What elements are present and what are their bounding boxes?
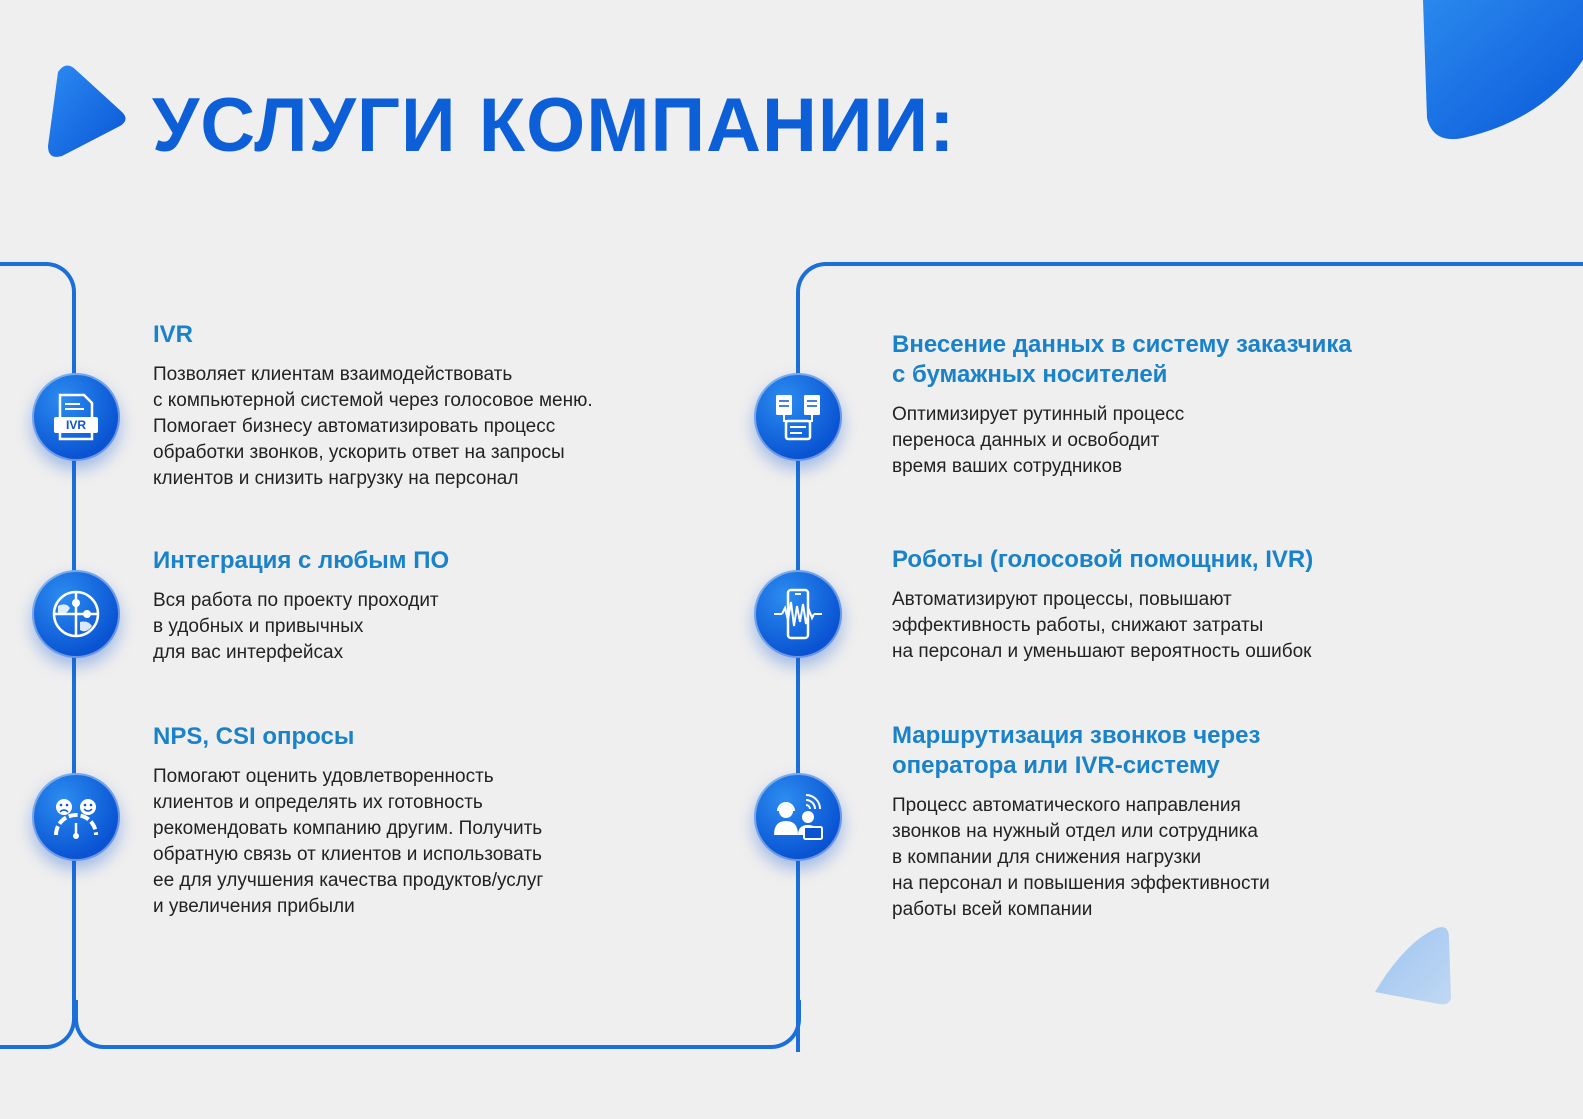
satisfaction-gauge-icon [32, 773, 120, 861]
service-title: IVR [153, 321, 194, 348]
play-triangle-logo-icon [40, 60, 132, 160]
service-nps-csi [153, 722, 543, 920]
service-integration [153, 546, 449, 666]
document-transfer-icon [754, 373, 842, 461]
service-ivr [153, 320, 593, 492]
service-description: Автоматизируют процессы, повышают эффективность работы, снижают затраты на персонал и уменьшают вероятность ошибок [892, 589, 1312, 662]
page-title: УСЛУГИ КОМПАНИИ: [152, 83, 956, 168]
puzzle-globe-icon [32, 570, 120, 658]
service-description: Процесс автоматического направления звонков на нужный отдел или сотрудника в компании для снижения нагрузки на персонал и повышения эффективности работы всей компании [892, 795, 1270, 920]
bottom-frame-line [74, 1000, 801, 1049]
service-title: Интеграция с любым ПО [153, 547, 450, 574]
service-description: Оптимизирует рутинный процесс переноса данных и освободит время ваших сотрудников [892, 404, 1185, 477]
service-robots [892, 545, 1313, 665]
corner-decoration [1393, 0, 1583, 150]
service-title: Внесение данных в систему заказчика с бумажных носителей [892, 331, 1352, 388]
service-title: Маршрутизация звонков через оператора или IVR-систему [892, 722, 1261, 779]
ivr-icon-label: IVR [65, 418, 87, 432]
service-title: Роботы (голосовой помощник, IVR) [892, 546, 1314, 573]
service-call-routing [892, 721, 1270, 923]
service-description: Помогают оценить удовлетворенность клиентов и определять их готовность рекомендовать компанию другим. Получить обратную связь от клиентов и использовать ее для улучшения качества продуктов/услуг и увеличения прибыли [153, 766, 544, 917]
service-description: Позволяет клиентам взаимодействовать с компьютерной системой через голосовое меню. Помогает бизнесу автоматизировать процесс обработки звонков, ускорить ответ на запросы клиентов и снизить нагрузку на персонал [153, 364, 593, 489]
ivr-document-icon [32, 373, 120, 461]
call-routing-operators-icon [754, 773, 842, 861]
service-description: Вся работа по проекту проходит в удобных и привычных для вас интерфейсах [153, 590, 439, 663]
phone-voice-wave-icon [754, 570, 842, 658]
service-title: NPS, CSI опросы [153, 723, 355, 750]
service-data-entry [892, 330, 1352, 480]
